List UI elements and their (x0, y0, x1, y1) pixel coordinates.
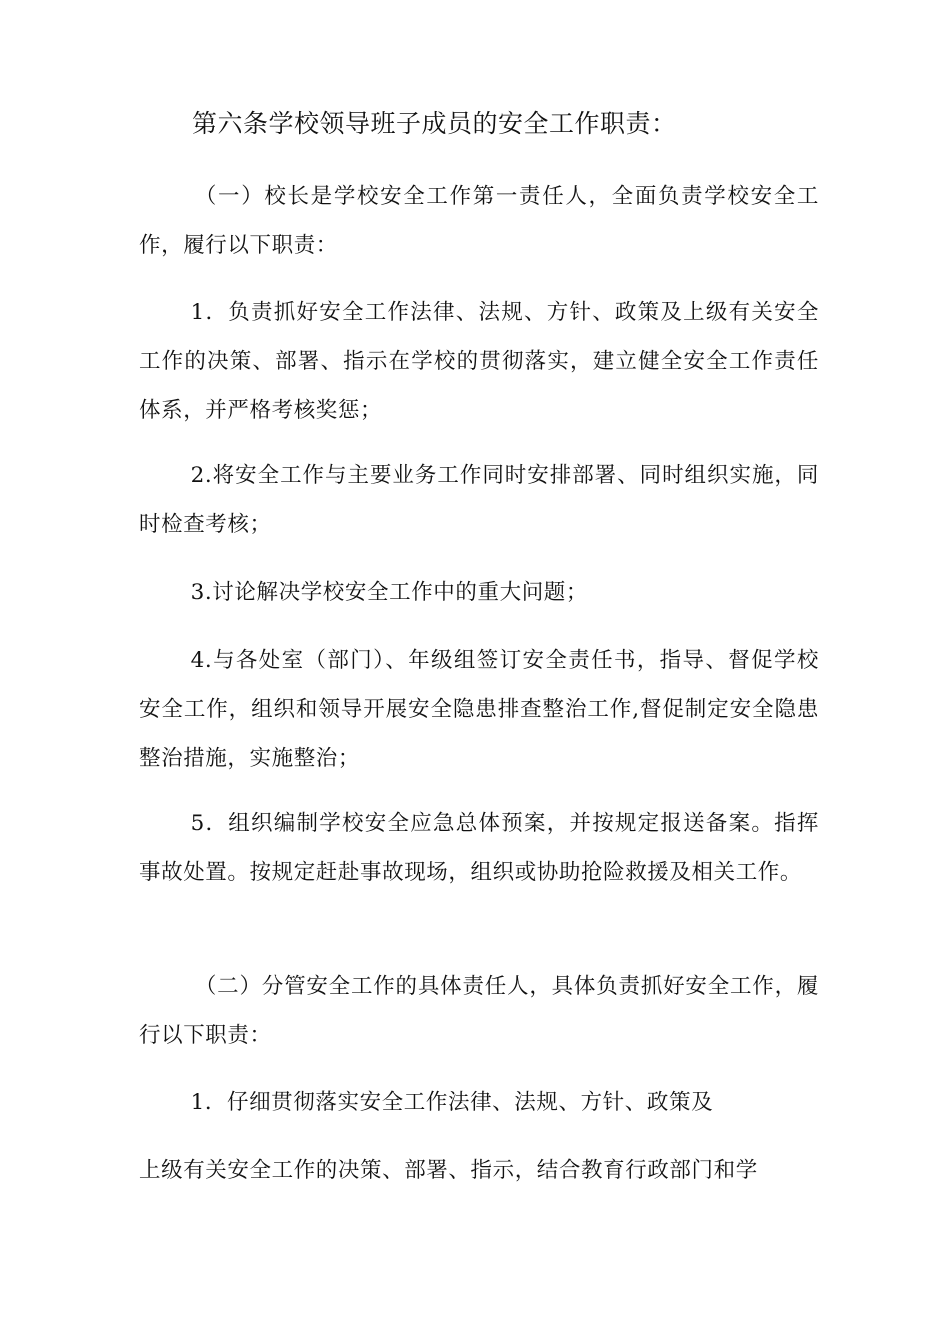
duty-item-3: 3.讨论解决学校安全工作中的重大问题； (190, 580, 589, 605)
section-2-intro: （二）分管安全工作的具体责任人，具体负责抓好安全工作，履行以下职责： (139, 974, 819, 1048)
duty-item-5: 5．组织编制学校安全应急总体预案，并按规定报送备案。指挥事故处置。按规定赶赴事故现场，组织或协助抢险救援及相关工作。 (139, 811, 819, 885)
duty-item-2: 2.将安全工作与主要业务工作同时安排部署、同时组织实施，同时检查考核； (139, 463, 819, 537)
duty-item-1: 1．负责抓好安全工作法律、法规、方针、政策及上级有关安全工作的决策、部署、指示在学校的贯彻落实，建立健全安全工作责任体系，并严格考核奖惩； (139, 300, 819, 423)
section-2-duty-item-1-continued: 上级有关安全工作的决策、部署、指示，结合教育行政部门和学 (139, 1158, 758, 1183)
article-title: 第六条学校领导班子成员的安全工作职责： (192, 109, 677, 138)
section-2-duty-item-1: 1．仔细贯彻落实安全工作法律、法规、方针、政策及 (190, 1090, 714, 1115)
duty-item-4: 4.与各处室（部门）、年级组签订安全责任书，指导、督促学校安全工作，组织和领导开展安全隐患排查整治工作,督促制定安全隐患整治措施，实施整治； (139, 648, 819, 771)
section-1-intro: （一）校长是学校安全工作第一责任人，全面负责学校安全工作，履行以下职责： (139, 184, 819, 258)
